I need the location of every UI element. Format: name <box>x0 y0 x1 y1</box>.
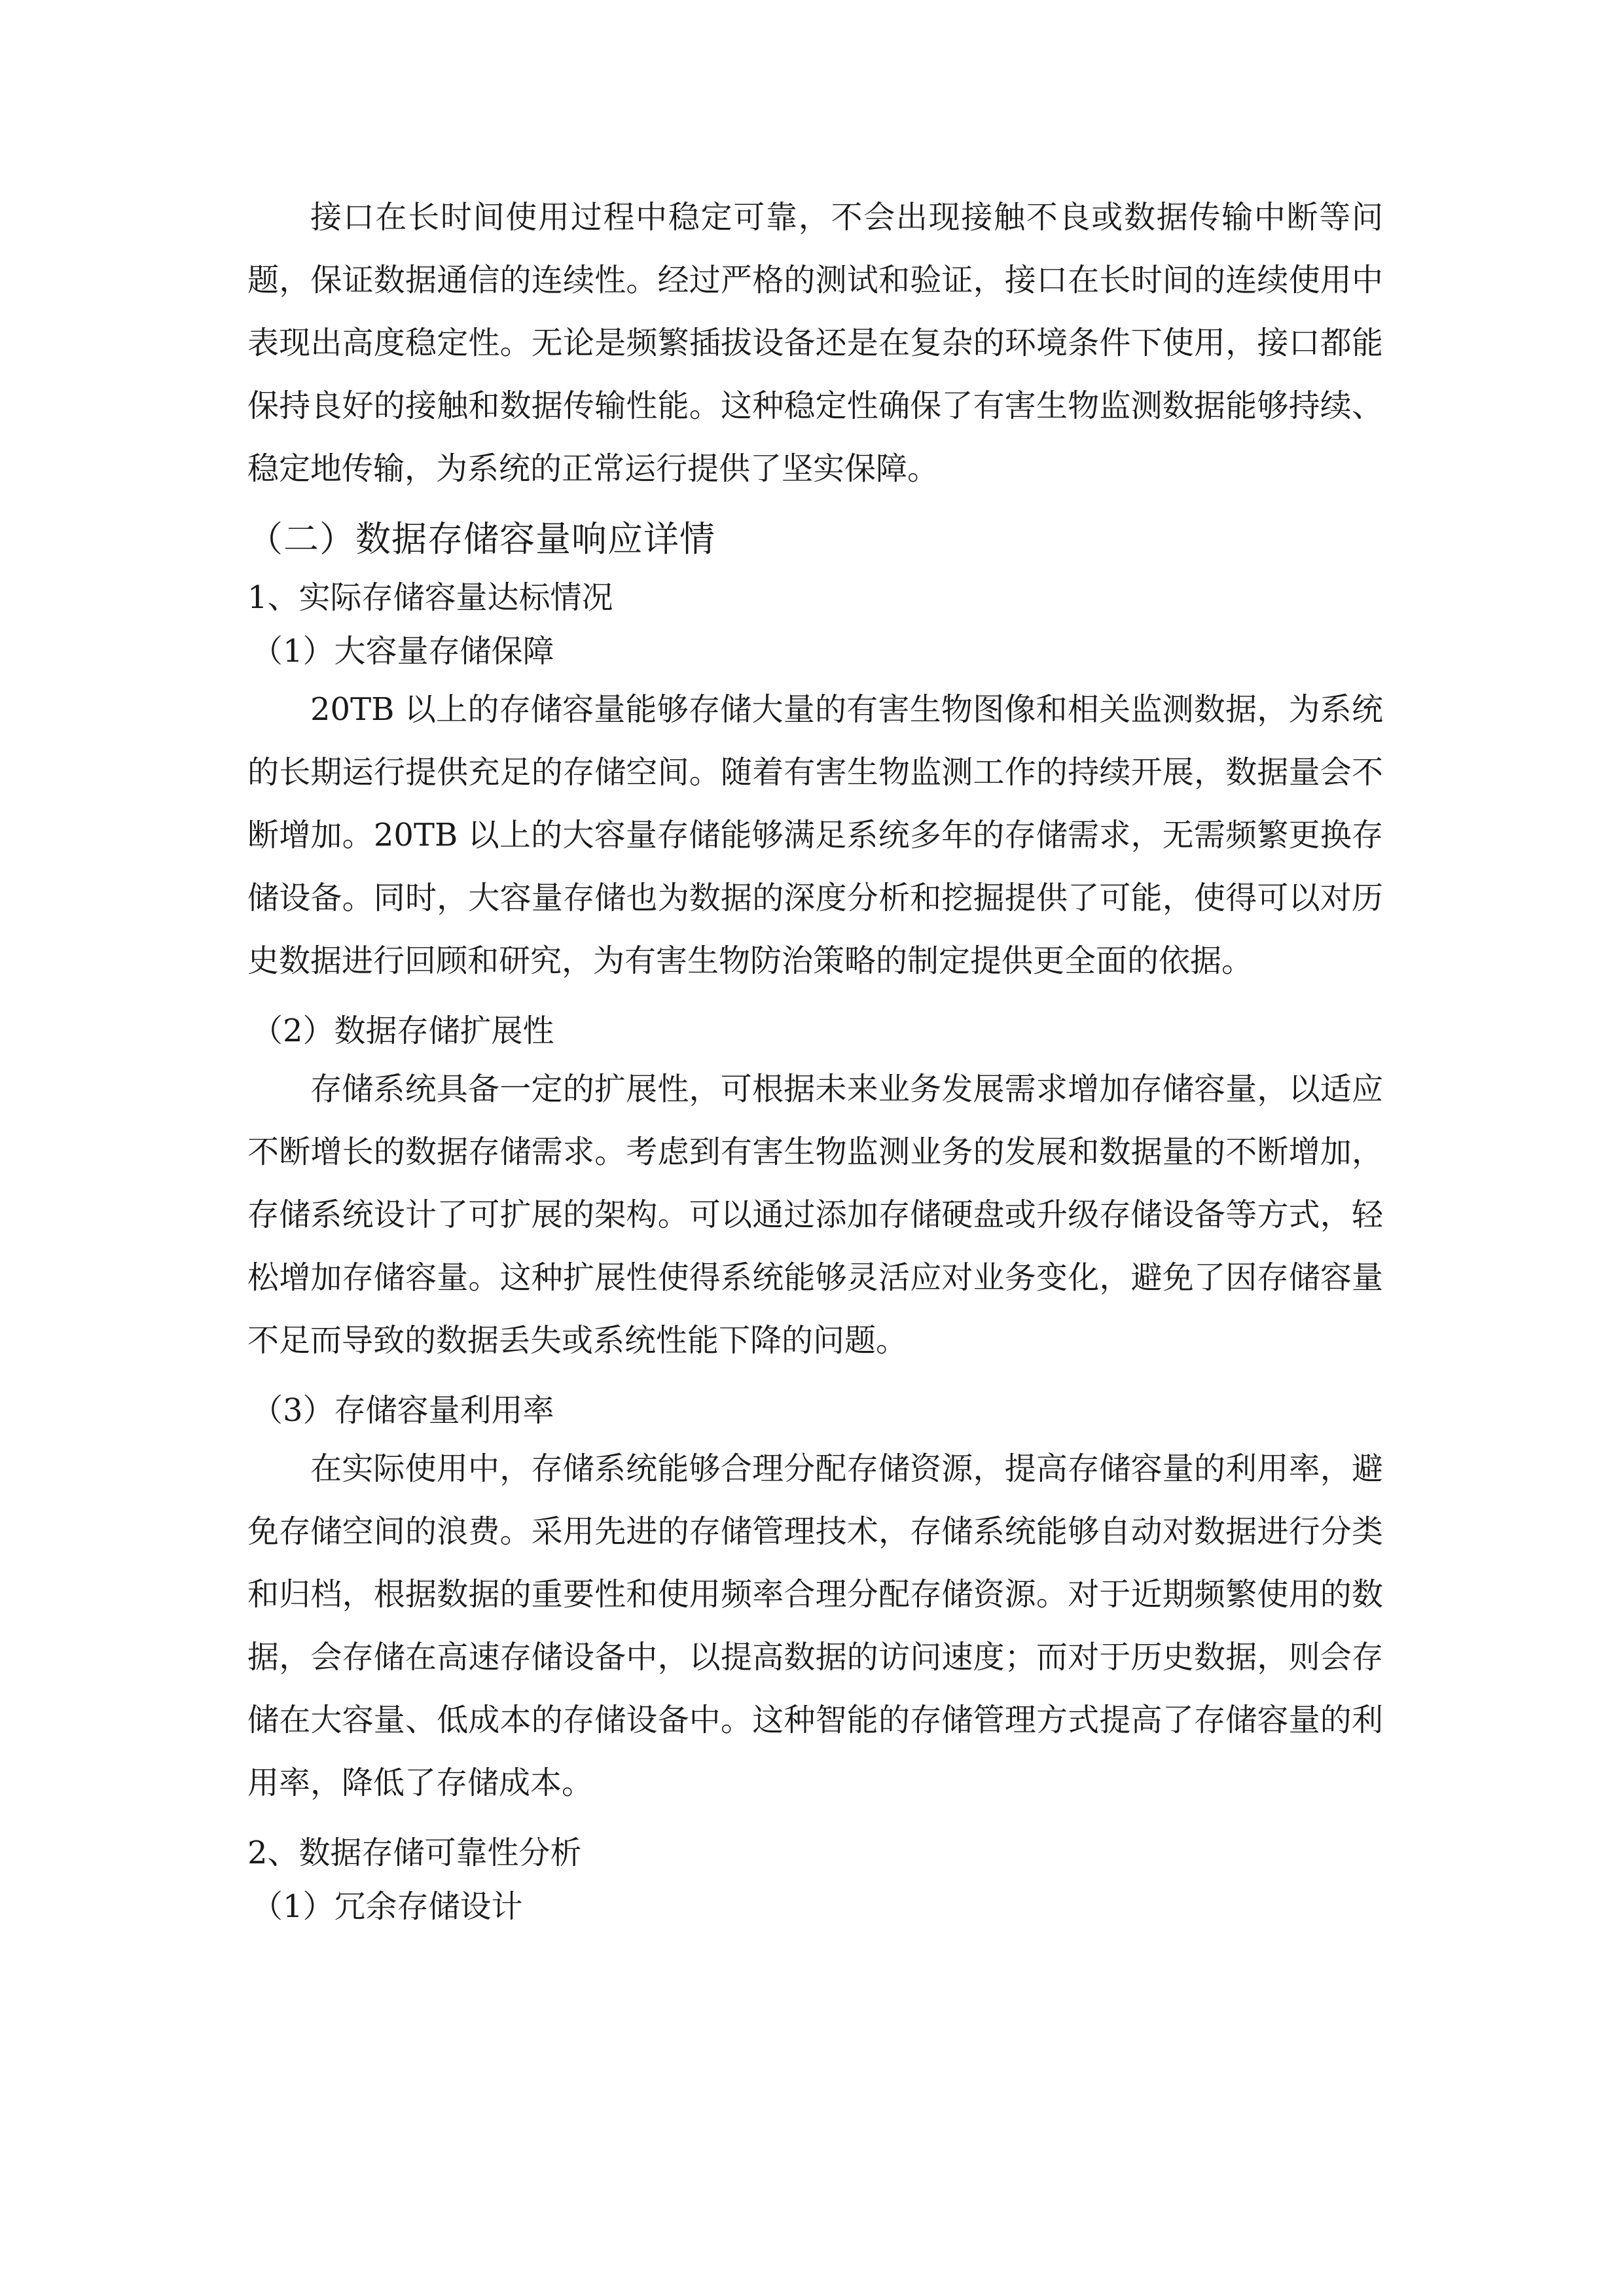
spacer <box>247 992 1383 1004</box>
paragraph-scalability: 存储系统具备一定的扩展性，可根据未来业务发展需求增加存储容量，以适应不断增长的数据存储需求。考虑到有害生物监测业务的发展和数据量的不断增加，存储系统设计了可扩展的架构。可以通过添加存储硬盘或升级存储设备等方式，轻松增加存储容量。这种扩展性使得系统能够灵活应对业务变化，避免了因存储容量不足而导致的数据丢失或系统性能下降的问题。 <box>247 1071 1383 1359</box>
paragraph-large-capacity: 20TB 以上的存储容量能够存储大量的有害生物图像和相关监测数据，为系统的长期运行提供充足的存储空间。随着有害生物监测工作的持续开展，数据量会不断增加。20TB 以上的大容量存储能够满足系统多年的存储需求，无需频繁更换存储设备。同时，大容量存储也为数据的深度分析和挖掘提供了可能，使得可以对历史数据进行回顾和研究，为有害生物防治策略的制定提供更全面的依据。 <box>247 691 1383 979</box>
subheading-utilization: （3）存储容量利用率 <box>251 1392 554 1429</box>
subheading-large-capacity: （1）大容量存储保障 <box>251 633 554 670</box>
page-content <box>247 186 1383 1933</box>
spacer <box>247 1814 1383 1826</box>
spacer <box>247 1372 1383 1384</box>
subheading-redundant-storage: （1）冗余存储设计 <box>251 1888 523 1925</box>
paragraph-interface-stability: 接口在长时间使用过程中稳定可靠，不会出现接触不良或数据传输中断等问题，保证数据通信的连续性。经过严格的测试和验证，接口在长时间的连续使用中表现出高度稳定性。无论是频繁插拔设备还是在复杂的环境条件下使用，接口都能保持良好的接触和数据传输性能。这种稳定性确保了有害生物监测数据能够持续、稳定地传输，为系统的正常运行提供了坚实保障。 <box>247 199 1383 487</box>
section-title-storage-capacity: （二）数据存储容量响应详情 <box>247 518 715 560</box>
heading-reliability-analysis: 2、数据存储可靠性分析 <box>247 1835 582 1871</box>
paragraph-utilization: 在实际使用中，存储系统能够合理分配存储资源，提高存储容量的利用率，避免存储空间的浪费。采用先进的存储管理技术，存储系统能够自动对数据进行分类和归档，根据数据的重要性和使用频率合理分配存储资源。对于近期频繁使用的数据，会存储在高速存储设备中，以提高数据的访问速度；而对于历史数据，则会存储在大容量、低成本的存储设备中。这种智能的存储管理方式提高了存储容量的利用率，降低了存储成本。 <box>247 1450 1383 1801</box>
heading-actual-capacity: 1、实际存储容量达标情况 <box>247 579 613 616</box>
subheading-scalability: （2）数据存储扩展性 <box>251 1013 554 1049</box>
